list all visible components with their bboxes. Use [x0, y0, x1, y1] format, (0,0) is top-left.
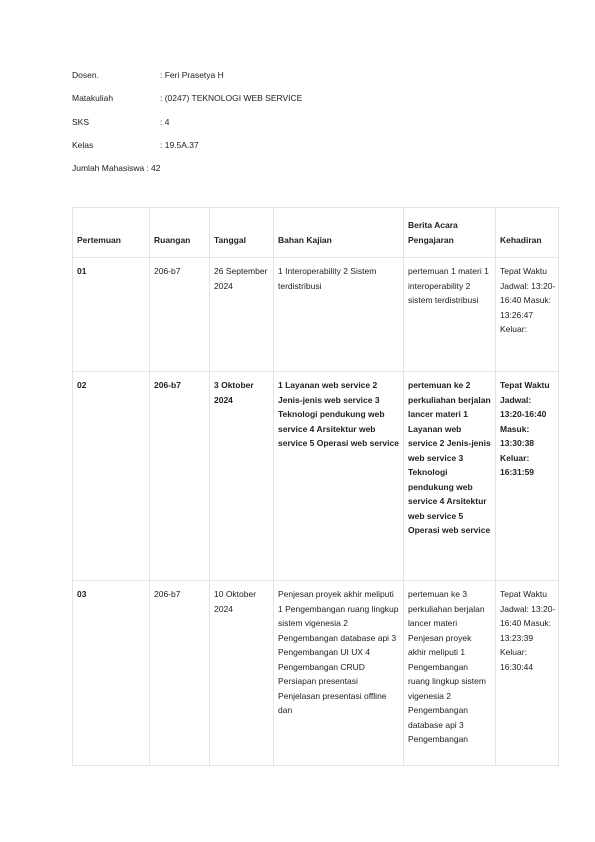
header-ruangan: Ruangan	[150, 208, 210, 258]
info-row-kelas	[72, 140, 492, 163]
cell-pertemuan: 03	[73, 581, 150, 766]
cell-berita-acara: pertemuan ke 3 perkuliahan berjalan lancer materi Penjesan proyek akhir meliputi 1 Pengembangan ruang lingkup sistem vigenesia 2 Pengembangan database api 3 Pengembangan	[404, 581, 496, 766]
table-row	[73, 581, 559, 766]
kelas-value: : 19.5A.37	[160, 139, 199, 150]
jumlah-value: : 42	[146, 163, 161, 174]
sks-label: SKS	[72, 116, 90, 127]
header-pertemuan: Pertemuan	[73, 208, 150, 258]
info-row-dosen	[72, 70, 492, 93]
attendance-table-wrapper	[72, 207, 558, 766]
cell-kehadiran: Tepat Waktu Jadwal: 13:20-16:40 Masuk: 13:23:39 Keluar: 16:30:44	[496, 581, 559, 766]
cell-kehadiran: Tepat Waktu Jadwal: 13:20-16:40 Masuk: 13:30:38 Keluar: 16:31:59	[496, 372, 559, 581]
dosen-value: : Feri Prasetya H	[160, 70, 224, 80]
cell-ruangan: 206-b7	[150, 258, 210, 372]
course-info	[72, 70, 492, 186]
dosen-label: Dosen.	[72, 70, 99, 80]
table-header-row	[73, 208, 559, 258]
cell-kehadiran: Tepat Waktu Jadwal: 13:20-16:40 Masuk: 13:26:47 Keluar:	[496, 258, 559, 372]
sks-value: : 4	[160, 116, 170, 127]
cell-bahan-kajian: Penjesan proyek akhir meliputi 1 Pengembangan ruang lingkup sistem vigenesia 2 Pengembangan database api 3 Pengembangan UI UX 4 Pengembangan CRUD Persiapan presentasi Penjelasan presentasi offline dan	[274, 581, 404, 766]
cell-tanggal: 26 September 2024	[210, 258, 274, 372]
cell-berita-acara: pertemuan ke 2 perkuliahan berjalan lancer materi 1 Layanan web service 2 Jenis-jenis web service 3 Teknologi pendukung web service 4 Arsitektur web service 5 Operasi web service	[404, 372, 496, 581]
matakuliah-value: : (0247) TEKNOLOGI WEB SERVICE	[160, 93, 303, 104]
header-bahan-kajian: Bahan Kajian	[274, 208, 404, 258]
cell-ruangan: 206-b7	[150, 372, 210, 581]
cell-berita-acara: pertemuan 1 materi 1 interoperability 2 sistem terdistribusi	[404, 258, 496, 372]
cell-bahan-kajian: 1 Interoperability 2 Sistem terdistribusi	[274, 258, 404, 372]
cell-tanggal: 10 Oktober 2024	[210, 581, 274, 766]
cell-pertemuan: 02	[73, 372, 150, 581]
info-row-sks	[72, 117, 492, 140]
info-row-jumlah	[72, 163, 492, 186]
cell-tanggal: 3 Oktober 2024	[210, 372, 274, 581]
kelas-label: Kelas	[72, 139, 94, 150]
table-row	[73, 258, 559, 372]
attendance-table	[72, 207, 559, 766]
cell-bahan-kajian: 1 Layanan web service 2 Jenis-jenis web service 3 Teknologi pendukung web service 4 Arsitektur web service 5 Operasi web service	[274, 372, 404, 581]
header-berita-acara: Berita Acara Pengajaran	[404, 208, 496, 258]
jumlah-label: Jumlah Mahasiswa	[72, 163, 145, 174]
header-tanggal: Tanggal	[210, 208, 274, 258]
info-row-matakuliah	[72, 93, 492, 116]
table-row	[73, 372, 559, 581]
cell-pertemuan: 01	[73, 258, 150, 372]
header-kehadiran: Kehadiran	[496, 208, 559, 258]
matakuliah-label: Matakuliah	[72, 93, 114, 104]
cell-ruangan: 206-b7	[150, 581, 210, 766]
